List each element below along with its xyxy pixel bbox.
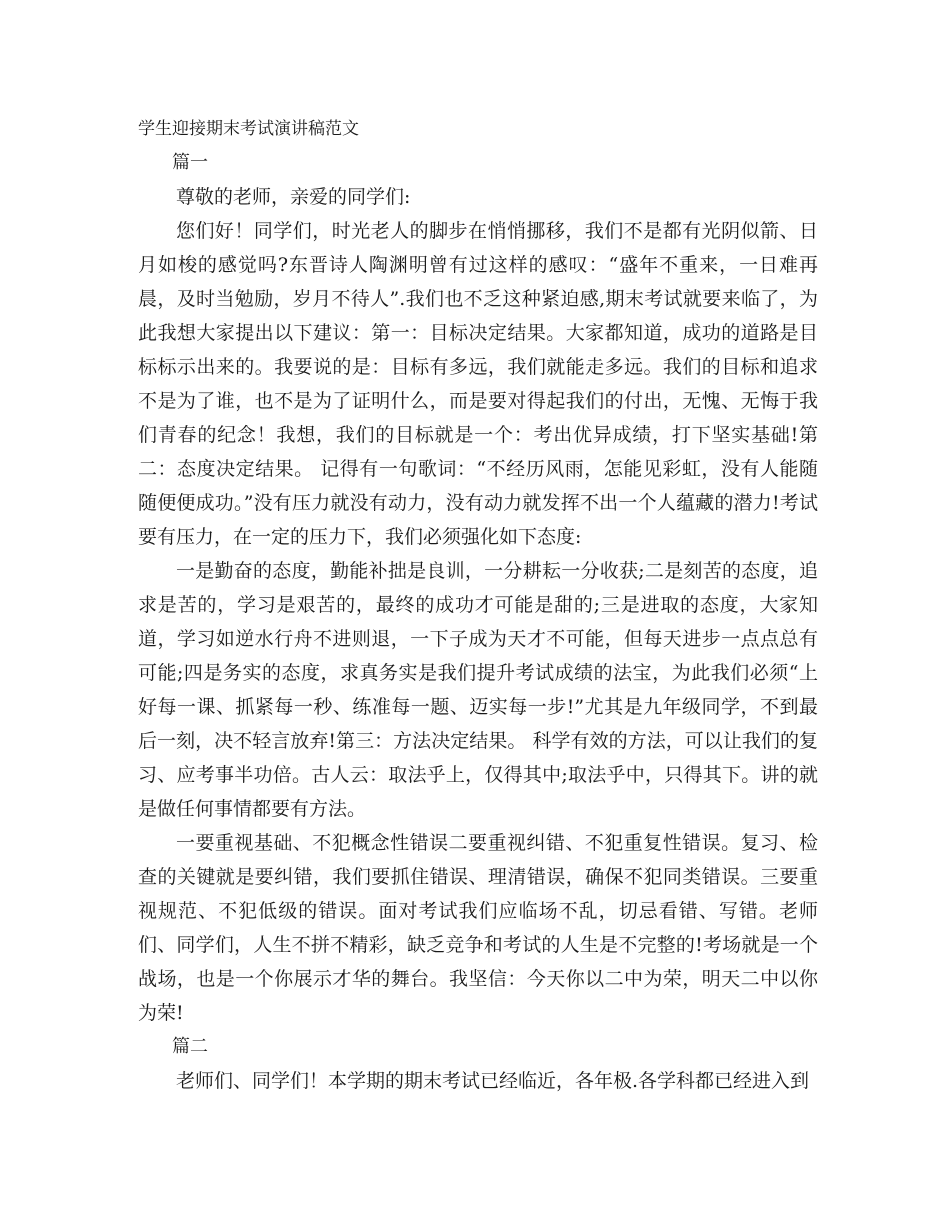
paragraph-1: 您们好！同学们，时光老人的脚步在悄悄挪移，我们不是都有光阴似箭、日月如梭的感觉吗?东晋诗人陶渊明曾有过这样的感叹：“盛年不重来，一日难再晨，及时当勉励，岁月不待人”.我们也不乏这种紧迫感,期末考试就要来临了，为此我想大家提出以下建议：第一：目标决定结果。大家都知道，成功的道路是目标标示出来的。我要说的是：目标有多远，我们就能走多远。我们的目标和追求不是为了谁，也不是为了证明什么，而是要对得起我们的付出，无愧、无悔于我们青春的纪念！我想，我们的目标就是一个：考出优异成绩，打下坚实基础!第二：态度决定结果。 记得有一句歌词：“不经历风雨，怎能见彩虹，没有人能随随便便成功。”没有压力就没有动力，没有动力就发挥不出一个人蕴藏的潜力!考试要有压力，在一定的压力下，我们必须强化如下态度: xyxy=(138,220,818,548)
document-title: 学生迎接期末考试演讲稿范文 xyxy=(138,119,359,139)
paragraph-4: 老师们、同学们！本学期的期末考试已经临近，各年极.各学科都已经进入到 xyxy=(176,1070,810,1092)
paragraph-3: 一要重视基础、不犯概念性错误二要重视纠错、不犯重复性错误。复习、检查的关键就是要纠错，我们要抓住错误、理清错误，确保不犯同类错误。三要重视规范、不犯低级的错误。面对考试我们应临场不乱，切忌看错、写错。老师们、同学们，人生不拼不精彩，缺乏竞争和考试的人生是不完整的!考场就是一个战场，也是一个你展示才华的舞台。我坚信：今天你以二中为荣，明天二中以你为荣! xyxy=(138,832,818,1024)
document-body xyxy=(138,112,818,1098)
section-label-1: 篇一 xyxy=(172,152,208,173)
salutation: 尊敬的老师，亲爱的同学们: xyxy=(176,186,411,208)
paragraph-2: 一是勤奋的态度，勤能补拙是良训，一分耕耘一分收获;二是刻苦的态度，追求是苦的，学习是艰苦的，最终的成功才可能是甜的;三是进取的态度，大家知道，学习如逆水行舟不进则退，一下子成为天才不可能，但每天进步一点点总有可能;四是务实的态度，求真务实是我们提升考试成绩的法宝，为此我们必须“上好每一课、抓紧每一秒、练准每一题、迈实每一步!”尤其是九年级同学，不到最后一刻，决不轻言放弃!第三：方法决定结果。 科学有效的方法，可以让我们的复习、应考事半功倍。古人云：取法乎上，仅得其中;取法乎中，只得其下。讲的就是做任何事情都要有方法。 xyxy=(138,560,818,820)
section-label-2: 篇二 xyxy=(172,1036,208,1057)
